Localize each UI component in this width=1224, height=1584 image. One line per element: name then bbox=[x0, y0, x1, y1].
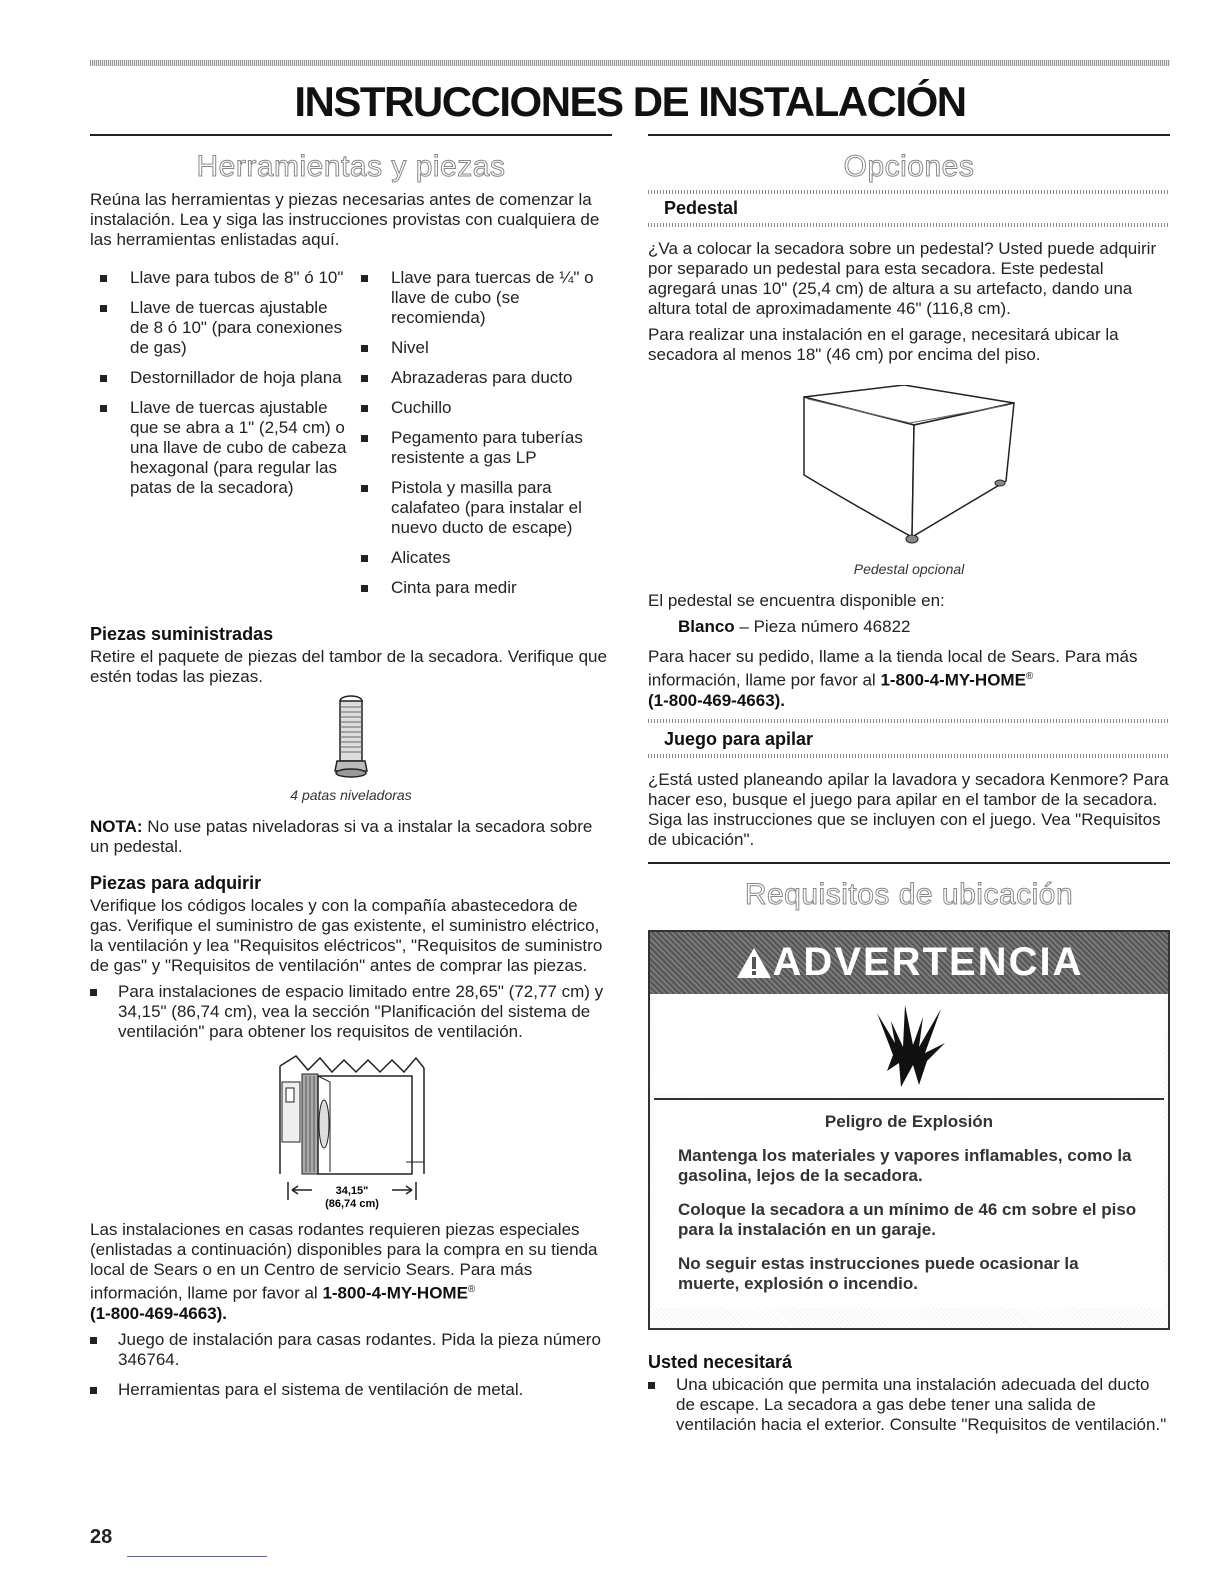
list-item: Pegamento para tuberías resistente a gas LP bbox=[351, 428, 612, 468]
top-rule bbox=[90, 60, 1170, 66]
warning-title: Peligro de Explosión bbox=[824, 1111, 994, 1131]
registered-mark: ® bbox=[1025, 671, 1034, 682]
page-title: INSTRUCCIONES DE INSTALACIÓN bbox=[294, 78, 966, 125]
dotted-rule bbox=[648, 190, 1170, 194]
white-label: Blanco bbox=[678, 617, 735, 636]
pedestal-illustration bbox=[794, 385, 1024, 555]
space-list bbox=[90, 982, 612, 1042]
leveling-leg-illustration bbox=[331, 693, 371, 781]
parts-buy-heading: Piezas para adquirir bbox=[90, 873, 262, 893]
dim-cm: (86,74 cm) bbox=[325, 1198, 379, 1210]
pedestal-text-1: ¿Va a colocar la secadora sobre un pedestal? Usted puede adquirir por separado un pedestal para esta secadora. Este pedestal agregará unas 10" (25,4 cm) de altura a su artefacto, dando una altura total de aproximadamente 46" (116,8 cm). bbox=[648, 239, 1157, 318]
mobile-text bbox=[90, 1220, 612, 1324]
pedestal-caption: Pedestal opcional bbox=[853, 561, 965, 577]
available-text: El pedestal se encuentra disponible en: bbox=[648, 591, 945, 610]
parts-supplied-text: Retire el paquete de piezas del tambor de la secadora. Verifique que estén todas las piezas. bbox=[90, 647, 607, 686]
warning-box bbox=[648, 930, 1170, 1330]
warning-banner bbox=[650, 932, 1168, 994]
dim-inches: 34,15" bbox=[335, 1185, 369, 1197]
order-phone: 1-800-4-MY-HOME bbox=[880, 670, 1026, 690]
options-heading: Opciones bbox=[843, 150, 975, 183]
tools-intro: Reúna las herramientas y piezas necesarias antes de comenzar la instalación. Lea y siga las instrucciones provistas con cualquiera de las herramientas enlistadas aquí. bbox=[90, 190, 600, 249]
list-item: Abrazaderas para ducto bbox=[351, 368, 612, 388]
location-heading: Requisitos de ubicación bbox=[744, 877, 1074, 911]
explosion-icon bbox=[869, 999, 949, 1089]
parts-buy-text: Verifique los códigos locales y con la compañía abastecedora de gas. Verifique el suministro de gas existente, el suministro eléctrico, la ventilación y lea "Requisitos eléctricos", "Requisitos de suministro de gas" y "Requisitos de ventilación" antes de comprar las piezas. bbox=[90, 896, 603, 975]
warning-line: Coloque la secadora a un mínimo de 46 cm sobre el piso para la instalación en un garaje. bbox=[678, 1199, 1137, 1239]
mobile-text-body: Las instalaciones en casas rodantes requieren piezas especiales (enlistadas a continuación) disponibles para la compra en su tienda local de Sears o en un Centro de servicio Sears. Para más información, llame por favor al bbox=[90, 1220, 598, 1303]
mobile-list bbox=[90, 1330, 612, 1400]
warning-body bbox=[654, 1098, 1164, 1308]
list-item: Destornillador de hoja plana bbox=[90, 368, 351, 388]
dryer-in-closet-illustration bbox=[266, 1052, 436, 1212]
warning-triangle-icon bbox=[735, 946, 773, 980]
list-item: Una ubicación que permita una instalación adecuada del ducto de escape. La secadora a gas debe tener una salida de ventilación hacia el exterior. Consulte "Requisitos de ventilación." bbox=[648, 1375, 1170, 1435]
note-text: No use patas niveladoras si va a instalar la secadora sobre un pedestal. bbox=[90, 817, 593, 856]
page-number: 28 bbox=[90, 1526, 113, 1548]
divider bbox=[648, 862, 1170, 864]
order-phone-number: (1-800-469-4663). bbox=[648, 690, 786, 710]
list-item: Nivel bbox=[351, 338, 612, 358]
order-text bbox=[648, 647, 1170, 711]
list-item: Alicates bbox=[351, 548, 612, 568]
left-column bbox=[90, 134, 612, 1410]
dotted-rule bbox=[648, 719, 1170, 723]
warning-line: No seguir estas instrucciones puede ocasionar la muerte, explosión o incendio. bbox=[678, 1253, 1079, 1293]
need-heading: Usted necesitará bbox=[648, 1351, 793, 1372]
list-item: Llave de tuercas ajustable de 8 ó 10" (para conexiones de gas) bbox=[90, 298, 351, 358]
registered-mark: ® bbox=[467, 1284, 476, 1295]
white-text: – Pieza número 46822 bbox=[734, 617, 911, 636]
white-option bbox=[678, 617, 1170, 637]
warning-label: ADVERTENCIA bbox=[772, 940, 1084, 985]
tools-list-col1 bbox=[90, 268, 351, 608]
note-label: NOTA: bbox=[90, 817, 143, 836]
pedestal-text-2: Para realizar una instalación en el garage, necesitará ubicar la secadora al menos 18" (46 cm) por encima del piso. bbox=[648, 325, 1119, 364]
need-list bbox=[648, 1375, 1170, 1435]
list-item: Herramientas para el sistema de ventilación de metal. bbox=[90, 1380, 612, 1400]
stack-text: ¿Está usted planeando apilar la lavadora y secadora Kenmore? Para hacer eso, busque el juego para apilar en el tambor de la secadora. Siga las instrucciones que se incluyen con el juego. Vea "Requisitos de ubicación". bbox=[648, 769, 1169, 849]
pedestal-heading: Pedestal bbox=[664, 198, 739, 218]
list-item: Cinta para medir bbox=[351, 578, 612, 598]
mobile-phone-number: (1-800-469-4663). bbox=[90, 1303, 228, 1323]
parts-supplied-heading: Piezas suministradas bbox=[90, 624, 274, 644]
dotted-rule bbox=[648, 223, 1170, 227]
list-item: Pistola y masilla para calafateo (para instalar el nuevo ducto de escape) bbox=[351, 478, 612, 538]
right-column bbox=[648, 134, 1170, 1445]
divider bbox=[90, 134, 612, 136]
list-item: Llave para tubos de 8" ó 10" bbox=[90, 268, 351, 288]
list-item: Llave para tuercas de ¼" o llave de cubo (se recomienda) bbox=[351, 268, 612, 328]
tools-heading: Herramientas y piezas bbox=[196, 150, 506, 183]
stack-heading: Juego para apilar bbox=[664, 728, 814, 749]
divider bbox=[648, 134, 1170, 136]
tools-list-col2 bbox=[351, 268, 612, 608]
tools-list bbox=[90, 268, 612, 608]
legs-caption: 4 patas niveladoras bbox=[290, 787, 412, 803]
dotted-rule bbox=[648, 754, 1170, 758]
list-item: Juego de instalación para casas rodantes. Pida la pieza número 346764. bbox=[90, 1330, 612, 1370]
list-item: Cuchillo bbox=[351, 398, 612, 418]
footer-line bbox=[127, 1556, 267, 1557]
order-text-body: Para hacer su pedido, llame a la tienda local de Sears. Para más información, llame por favor al bbox=[648, 647, 1138, 690]
list-item: Llave de tuercas ajustable que se abra a 1" (2,54 cm) o una llave de cubo de cabeza hexagonal (para regular las patas de la secadora) bbox=[90, 398, 351, 498]
mobile-phone: 1-800-4-MY-HOME bbox=[322, 1283, 468, 1303]
list-item: Para instalaciones de espacio limitado entre 28,65" (72,77 cm) y 34,15" (86,74 cm), vea la sección "Planificación del sistema de ventilación" para obtener los requisitos de ventilación. bbox=[90, 982, 612, 1042]
note bbox=[90, 817, 612, 857]
warning-line: Mantenga los materiales y vapores inflamables, como la gasolina, lejos de la secadora. bbox=[678, 1145, 1132, 1185]
explosion-icon-area bbox=[654, 994, 1164, 1094]
